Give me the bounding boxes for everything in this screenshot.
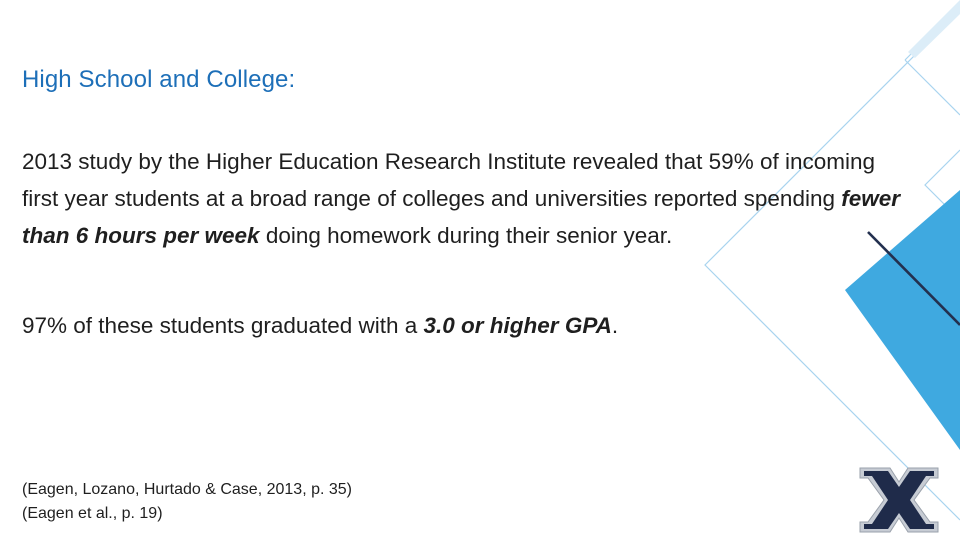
top-right-accent: [908, 0, 960, 58]
citation-1: (Eagen, Lozano, Hurtado & Case, 2013, p. 35): [22, 481, 352, 498]
citation-2: (Eagen et al., p. 19): [22, 505, 163, 522]
x-letter-logo-icon: [858, 466, 940, 534]
gpa-text-part1: 97% of these students graduated with a: [22, 313, 424, 338]
study-emphasis: fewer than 6 hours per week: [22, 186, 901, 248]
outline-top-return-line: [905, 60, 960, 115]
citations: [22, 478, 352, 526]
study-paragraph: [22, 143, 902, 254]
gpa-emphasis: 3.0 or higher GPA: [423, 313, 612, 338]
gpa-text-part2: .: [611, 313, 619, 338]
study-text-part2: doing homework during their senior year.: [259, 223, 673, 248]
gpa-statement: [22, 310, 902, 342]
study-text-part1: 2013 study by the Higher Education Research Institute revealed that 59% of incoming first year students at a broad range of colleges and universities reported spending: [22, 149, 876, 211]
slide-heading: High School and College:: [22, 66, 296, 93]
